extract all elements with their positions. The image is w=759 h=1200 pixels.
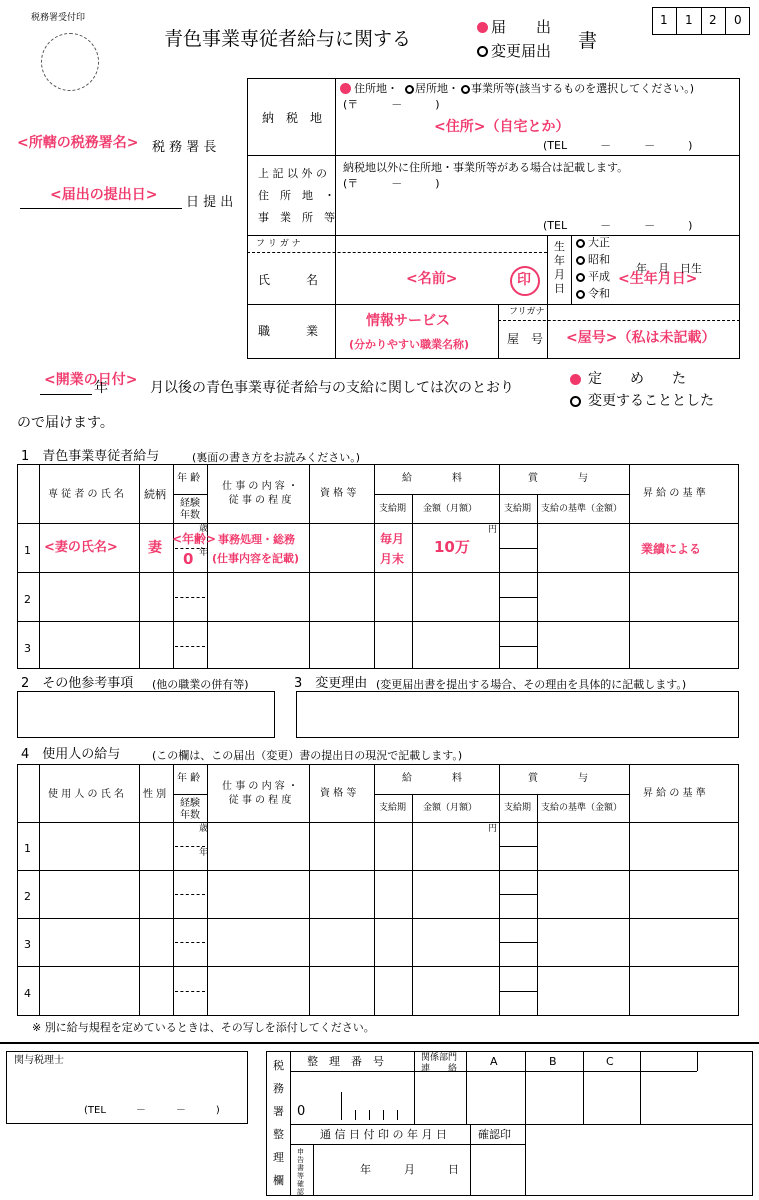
radio-era-taisho[interactable]	[576, 239, 585, 248]
other-address-label-3: 事 業 所 等	[258, 211, 335, 224]
era-option: 令和	[588, 287, 610, 300]
postal-code: (〒 － )	[343, 98, 440, 111]
code-digit: 0	[734, 13, 742, 27]
radio-henko[interactable]	[477, 46, 488, 57]
office-col-char: 税	[273, 1059, 284, 1072]
other-address-label-2: 住 所 地 ・	[258, 189, 335, 202]
furigana2-label: フリガナ	[509, 307, 545, 317]
footnote: ※ 別に給与規程を定めているときは、その写しを添付してください。	[32, 1021, 375, 1034]
pay-period-value[interactable]: 毎月	[380, 532, 405, 546]
radio-address-jigyosho[interactable]	[461, 85, 470, 94]
employee-name-value[interactable]: <妻の氏名>	[44, 540, 118, 555]
era-option: 平成	[588, 270, 610, 283]
section3-box[interactable]	[296, 691, 739, 738]
era-option: 昭和	[588, 253, 610, 266]
row-no: 3	[24, 642, 31, 655]
furigana-label: フ リ ガ ナ	[256, 239, 301, 249]
code-digit: 1	[685, 13, 693, 27]
col-basis: 昇 給 の 基 準	[643, 488, 706, 499]
col-bonus: 賞 与	[528, 473, 588, 484]
row-no: 2	[24, 890, 31, 903]
name-label: 氏 名	[258, 273, 319, 287]
seal-label: 印	[517, 272, 531, 288]
col-relation: 続柄	[144, 488, 166, 501]
section1-note: (裏面の書き方をお読みください。)	[192, 451, 361, 464]
col-pay-period: 支給期	[379, 504, 407, 514]
section2-box[interactable]	[17, 691, 275, 738]
col-salary: 給 料	[402, 473, 462, 484]
col-sex: 性 別	[143, 789, 167, 800]
col-years: 経験年数	[180, 498, 200, 521]
opt-sadameta: 定 め た	[588, 371, 686, 387]
office-col-char: 務	[273, 1082, 284, 1095]
radio-address-kyosho[interactable]	[405, 85, 414, 94]
section4-title: 4 使用人の給与	[21, 747, 121, 762]
col-years: 経験年数	[180, 798, 200, 821]
job-value[interactable]: 情報サービス	[366, 313, 450, 329]
office-col-char: 欄	[273, 1174, 284, 1187]
statement-line2: ので届けます。	[17, 415, 114, 431]
receipt-stamp-circle	[41, 33, 99, 91]
address-option-1: 住所地・	[354, 82, 398, 95]
opt-henko-label: 変更届出	[491, 42, 552, 60]
radio-era-reiwa[interactable]	[576, 290, 585, 299]
tel: (TEL － － )	[543, 139, 693, 152]
date-suffix: 日 提 出	[186, 195, 234, 210]
opt-henko-shita: 変更することとした	[588, 393, 714, 409]
section4-note: (この欄は、この届出（変更）書の提出日の現況で記載します。)	[152, 749, 463, 762]
ymd-label: 年 月 日	[360, 1163, 459, 1176]
doc-check-label: 申告書等確認	[297, 1148, 304, 1196]
relation-value[interactable]: 妻	[148, 540, 162, 556]
col-pay-period: 支給期	[379, 803, 407, 813]
col-amount: 金額（月額）	[423, 504, 478, 514]
nozeichi-label: 納 税 地	[262, 111, 323, 125]
radio-sadameta[interactable]	[570, 374, 581, 385]
col-bonus-basis: 支給の基準（金額）	[541, 504, 623, 514]
col-bonus-period: 支給期	[504, 504, 532, 514]
col-work: 仕 事 の 内 容 ・ 従 事 の 程 度	[222, 781, 298, 806]
row-no: 2	[24, 593, 31, 606]
office-col-char: 理	[273, 1151, 284, 1164]
birth-unit: 年 月 日生	[636, 262, 702, 275]
name-value[interactable]: <名前>	[406, 271, 458, 287]
age-unit: 歳	[199, 824, 209, 834]
section3-note: (変更届出書を提出する場合、その理由を具体的に記載します。)	[376, 678, 687, 691]
col-c: C	[606, 1055, 614, 1068]
row-no: 1	[24, 544, 31, 557]
work-note: (仕事内容を記載)	[212, 552, 300, 565]
row-no: 4	[24, 987, 31, 1000]
office-suffix: 税 務 署 長	[152, 140, 217, 155]
radio-era-showa[interactable]	[576, 256, 585, 265]
col-bonus-period: 支給期	[504, 803, 532, 813]
section1-title: 1 青色事業専従者給与	[21, 449, 160, 464]
era-option: 大正	[588, 236, 610, 249]
radio-address-jusho[interactable]	[340, 83, 351, 94]
yen-unit: 円	[488, 824, 498, 834]
age-value[interactable]: <年齢>	[172, 532, 217, 546]
years-value[interactable]: 0	[183, 550, 194, 568]
basis-value[interactable]: 業績による	[641, 542, 702, 556]
address-option-3: 事業所等(該当するものを選択してください。)	[471, 82, 695, 95]
yago-value[interactable]: <屋号>（私は未記載）	[566, 330, 716, 346]
birth-value[interactable]: <生年月日>	[618, 271, 698, 287]
seiri-bango-zero: 0	[297, 1104, 306, 1119]
col-qualification: 資 格 等	[320, 488, 357, 499]
statement-line1: 年 月以後の青色事業専従者給与の支給に関しては次のとおり	[94, 380, 514, 396]
kaigyo-date-value[interactable]: <開業の日付>	[44, 372, 138, 388]
other-postal: (〒 － )	[343, 177, 440, 190]
form-title: 青色事業専従者給与に関する	[164, 28, 412, 50]
opt-todoke-label: 届 出	[491, 18, 552, 36]
pay-period-value-2: 月末	[380, 552, 405, 566]
office-name-value[interactable]: <所轄の税務署名>	[17, 135, 139, 151]
address-option-2: 居所地・	[415, 82, 459, 95]
tax-accountant-tel: (TEL － － )	[84, 1105, 220, 1116]
work-value[interactable]: 事務処理・総務	[218, 533, 295, 546]
section2-note: (他の職業の併有等)	[152, 678, 249, 691]
seiri-bango-label: 整 理 番 号	[307, 1055, 384, 1068]
job-note: (分かりやすい職業名称)	[349, 338, 470, 351]
kankei-label: 関係部門連 絡	[421, 1053, 458, 1074]
col-bonus: 賞 与	[528, 773, 588, 784]
col-salary: 給 料	[402, 773, 462, 784]
yen-unit: 円	[488, 525, 498, 535]
section3-title: 3 変更理由	[294, 676, 368, 691]
tax-accountant-label: 関与税理士	[14, 1055, 64, 1066]
radio-todoke[interactable]	[477, 22, 488, 33]
yago-label: 屋 号	[507, 332, 544, 346]
col-amount: 金額（月額）	[423, 803, 478, 813]
years-unit: 年	[199, 848, 209, 858]
col-age: 年 齢	[177, 473, 201, 484]
submission-date-value[interactable]: <届出の提出日>	[50, 187, 158, 203]
col-work: 仕 事 の 内 容 ・ 従 事 の 程 度	[222, 481, 298, 506]
col-name: 専 従 者 の 氏 名	[48, 489, 124, 500]
kakunin-label: 確認印	[478, 1128, 511, 1141]
job-label: 職 業	[258, 324, 319, 338]
sho-label: 書	[578, 30, 598, 52]
col-a: A	[490, 1055, 498, 1068]
col-bonus-basis: 支給の基準（金額）	[541, 803, 623, 813]
row-no: 1	[24, 842, 31, 855]
office-col-char: 署	[273, 1105, 284, 1118]
tsushin-label: 通 信 日 付 印 の 年 月 日	[320, 1128, 447, 1141]
section2-title: 2 その他参考事項	[21, 676, 134, 691]
col-age: 年 齢	[177, 773, 201, 784]
birth-label: 生年月日	[554, 240, 565, 295]
other-tel: (TEL － － )	[543, 219, 693, 232]
col-employee-name: 使 用 人 の 氏 名	[48, 789, 124, 800]
other-address-note: 納税地以外に住所地・事業所等がある場合は記載します。	[343, 161, 629, 174]
col-basis: 昇 給 の 基 準	[643, 788, 706, 799]
radio-era-heisei[interactable]	[576, 273, 585, 282]
years-unit: 年	[199, 548, 209, 558]
stamp-label: 税務署受付印	[31, 13, 86, 23]
age-unit: 歳	[199, 524, 209, 534]
section4-table	[17, 764, 739, 1016]
row-no: 3	[24, 938, 31, 951]
col-qualification: 資 格 等	[320, 788, 357, 799]
office-col-char: 整	[273, 1128, 284, 1141]
code-digit: 2	[709, 13, 717, 27]
radio-henko-shita[interactable]	[570, 396, 581, 407]
other-address-label-1: 上 記 以 外 の	[258, 167, 327, 180]
address-value[interactable]: <住所>（自宅とか）	[434, 119, 570, 135]
amount-value[interactable]: 10万	[434, 538, 470, 556]
code-digit: 1	[660, 13, 668, 27]
col-b: B	[549, 1055, 557, 1068]
